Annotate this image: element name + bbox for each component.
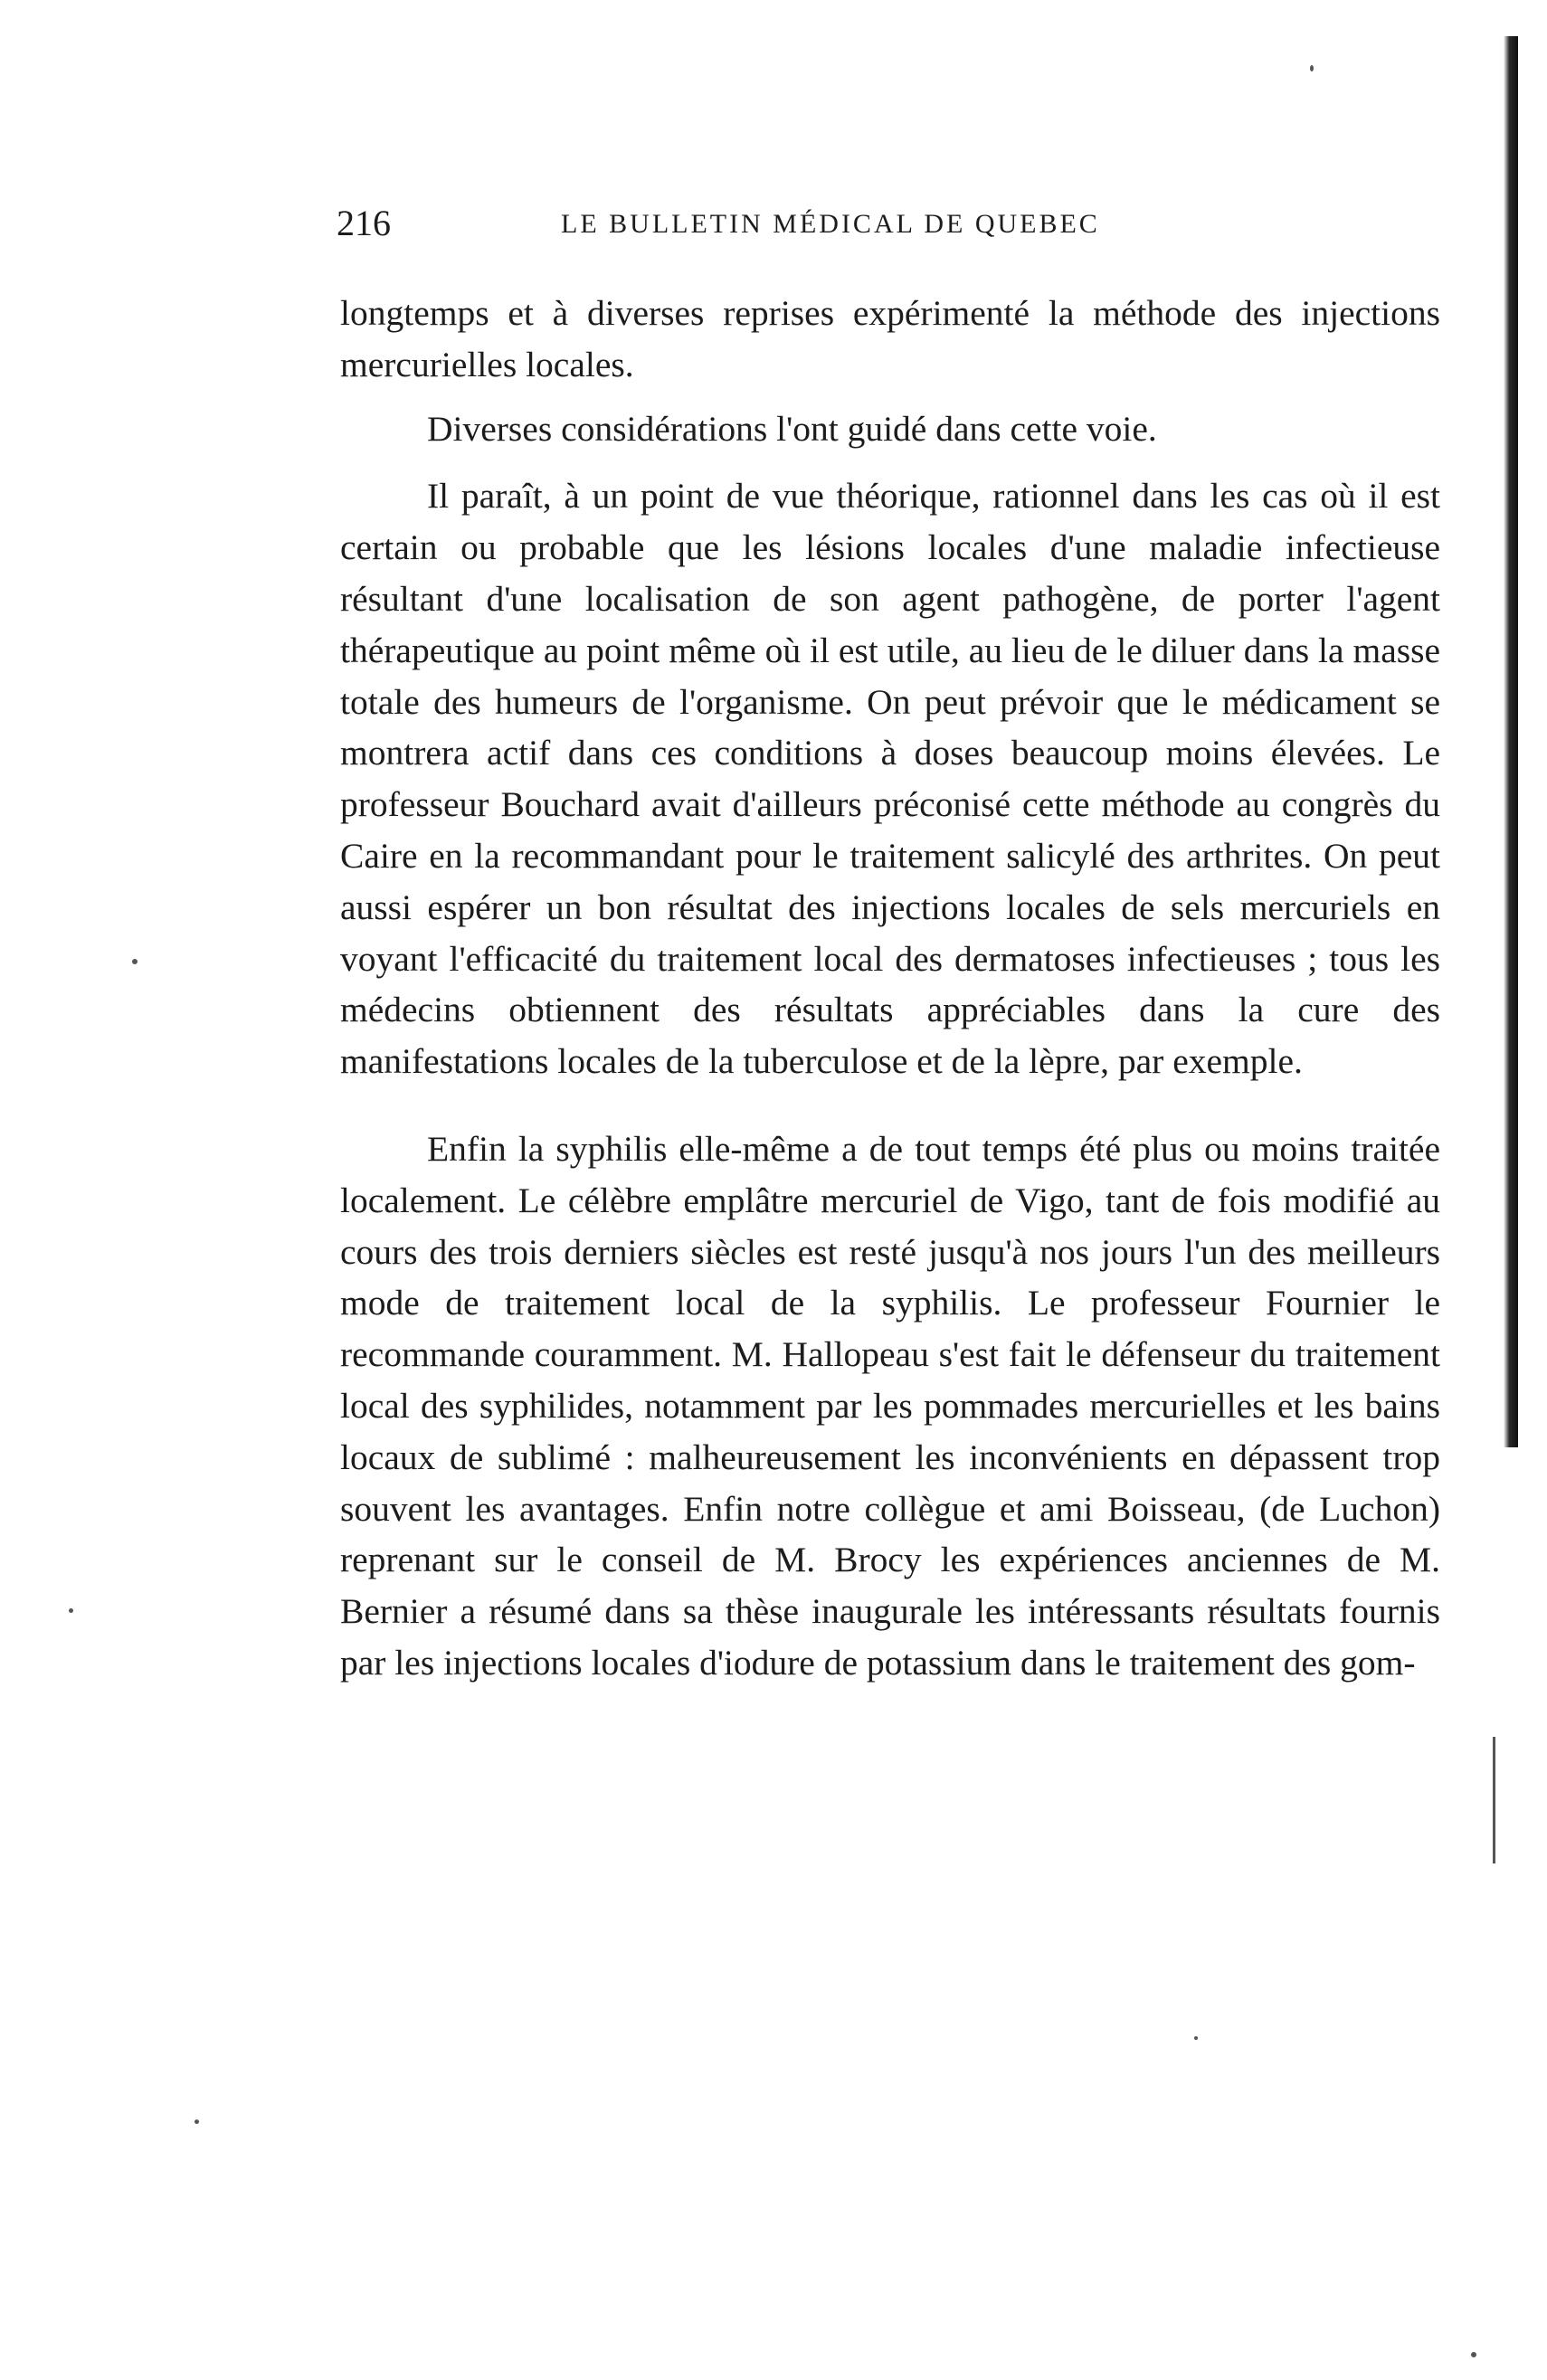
page-edge-mark	[1493, 1737, 1495, 1863]
paragraph-3: Il paraît, à un point de vue théorique, rationnel dans les cas où il est certain ou probable que les lésions locales d'une maladie infectieuse résultant d'une localisation de son agent pathogène, de porter l'agent thérapeutique au point même où il est utile, au lieu de le diluer dans la masse totale des humeurs de l'organisme. On peut prévoir que le médicament se montrera actif dans ces conditions à doses beaucoup moins élevées. Le professeur Bouchard avait d'ailleurs préconisé cette méthode au congrès du Caire en la recommandant pour le traitement salicylé des arthrites. On peut aussi espérer un bon résultat des injections locales de sels mercuriels en voyant l'efficacité du traitement local des dermatoses infectieuses ; tous les médecins obtiennent des résultats appréciables dans la cure des manifestations locales de la tuberculose et de la lèpre, par exemple.	[340, 476, 1440, 1082]
scan-speck	[69, 1608, 73, 1613]
page-edge-shadow	[1504, 36, 1518, 1447]
paragraph-2: Diverses considérations l'ont guidé dans cette voie.	[427, 408, 1157, 449]
scan-speck	[1310, 65, 1314, 71]
body-text	[340, 288, 1440, 1689]
page-header	[337, 201, 1205, 255]
scan-speck	[132, 959, 138, 964]
paragraph-4: Enfin la syphilis elle-même a de tout temps été plus ou moins traitée localement. Le célèbre emplâtre mercuriel de Vigo, tant de fois modifié au cours des trois derniers siècles est resté jusqu'à nos jours l'un des meilleurs mode de traitement local de la syphilis. Le professeur Fournier le recommande couramment. M. Hallopeau s'est fait le défenseur du traitement local des syphilides, notamment par les pommades mercurielles et les bains locaux de sublimé : malheureusement les inconvénients en dépassent trop souvent les avantages. Enfin notre collègue et ami Boisseau, (de Luchon) reprenant sur le conseil de M. Brocy les expériences anciennes de M. Bernier a résumé dans sa thèse inaugurale les intéressants résultats fournis par les injections locales d'iodure de potassium dans le traitement des gom-	[340, 1128, 1440, 1683]
running-title: LE BULLETIN MÉDICAL DE QUEBEC	[561, 209, 1100, 239]
page-number: 216	[337, 203, 391, 243]
paragraph-1: longtemps et à diverses reprises expérimenté la méthode des injections mercurielles locales.	[340, 293, 1440, 384]
scan-speck	[195, 2119, 199, 2124]
scan-speck	[1194, 2036, 1198, 2040]
scan-speck	[1471, 2352, 1476, 2357]
